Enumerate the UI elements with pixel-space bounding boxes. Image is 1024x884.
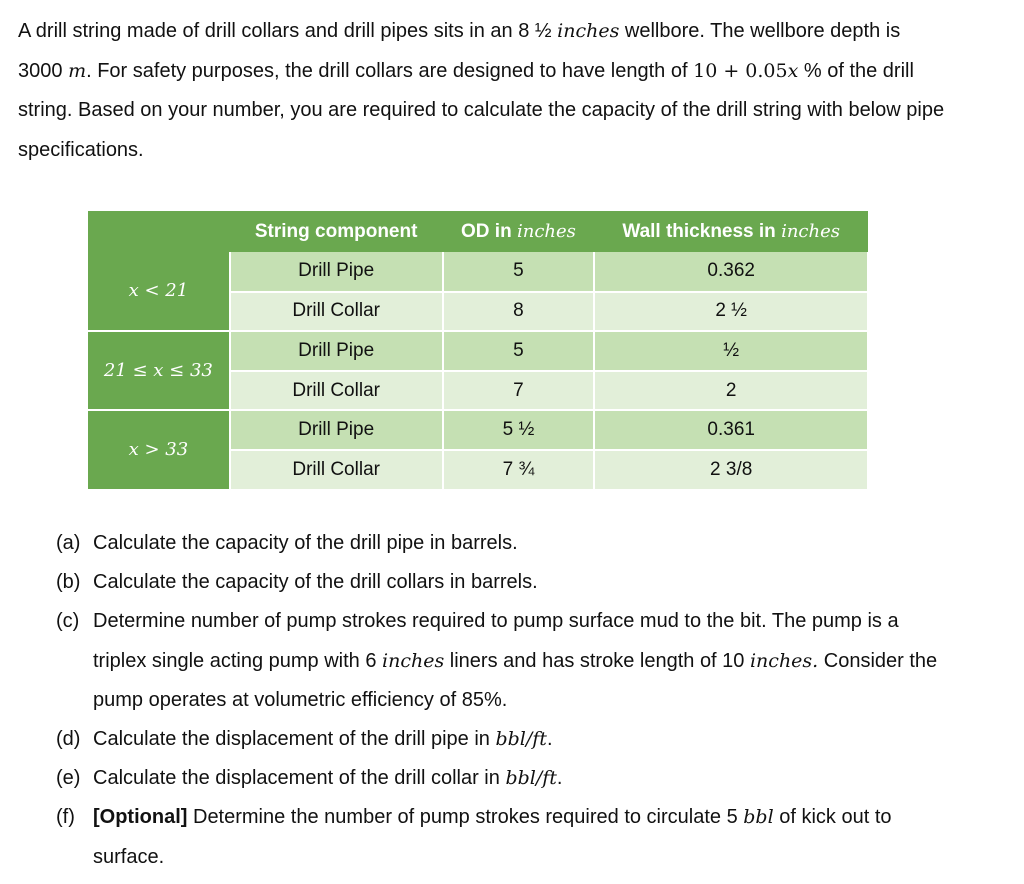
question-e: (e) Calculate the displacement of the drill collar in bbl/ft. <box>56 767 563 790</box>
component-cell: Drill Pipe <box>230 252 443 292</box>
table-row <box>88 331 868 371</box>
od-cell: 5 <box>443 252 595 292</box>
component-cell: Drill Collar <box>230 371 443 411</box>
header-component: String component <box>230 211 443 252</box>
question-list <box>56 524 946 877</box>
question-d: (d) Calculate the displacement of the drill pipe in bbl/ft. <box>56 728 553 751</box>
wall-cell: 2 <box>594 371 868 411</box>
question-c: (c) Determine number of pump strokes required to pump surface mud to the bit. The pump is a triplex single acting pump with 6 inches liners and has stroke length of 10 inches. Consider the pump operates at volumetric efficiency of 85%. <box>56 610 938 711</box>
wall-cell: 0.362 <box>594 252 868 292</box>
component-cell: Drill Pipe <box>230 410 443 450</box>
component-cell: Drill Pipe <box>230 331 443 371</box>
range-cell: 21 ≤ x ≤ 33 <box>88 331 230 410</box>
question-a: (a) Calculate the capacity of the drill pipe in barrels. <box>56 532 518 554</box>
question-b: (b) Calculate the capacity of the drill collars in barrels. <box>56 571 538 594</box>
header-wall-thickness: Wall thickness in inches <box>594 211 868 252</box>
od-cell: 7 <box>443 371 595 411</box>
od-cell: 5 <box>443 331 595 371</box>
question-f: (f) [Optional] Determine the number of pump strokes required to circulate 5 bbl of kick out to surface. <box>56 806 892 868</box>
table-row <box>88 410 868 450</box>
header-od: OD in inches <box>443 211 595 252</box>
table-row <box>88 252 868 292</box>
wall-cell: ½ <box>594 331 868 371</box>
wall-cell: 0.361 <box>594 410 868 450</box>
wall-cell: 2 ½ <box>594 292 868 332</box>
od-cell: 5 ½ <box>443 410 595 450</box>
wall-cell: 2 3/8 <box>594 450 868 490</box>
component-cell: Drill Collar <box>230 450 443 490</box>
range-cell: x > 33 <box>88 410 230 489</box>
range-cell: x < 21 <box>88 252 230 331</box>
component-cell: Drill Collar <box>230 292 443 332</box>
od-cell: 7 ¾ <box>443 450 595 490</box>
pipe-spec-table <box>88 211 869 491</box>
od-cell: 8 <box>443 292 595 332</box>
problem-statement: A drill string made of drill collars and drill pipes sits in an 8 ½ inches wellbore. The wellbore depth is 3000 m. For safety purposes, the drill collars are designed to have length of 10 + 0.05x % of the drill string. Based on your number, you are required to calculate the capacity of the drill string with below pipe specifications. <box>18 20 945 161</box>
table-header-row <box>88 211 868 252</box>
header-blank <box>88 211 230 252</box>
